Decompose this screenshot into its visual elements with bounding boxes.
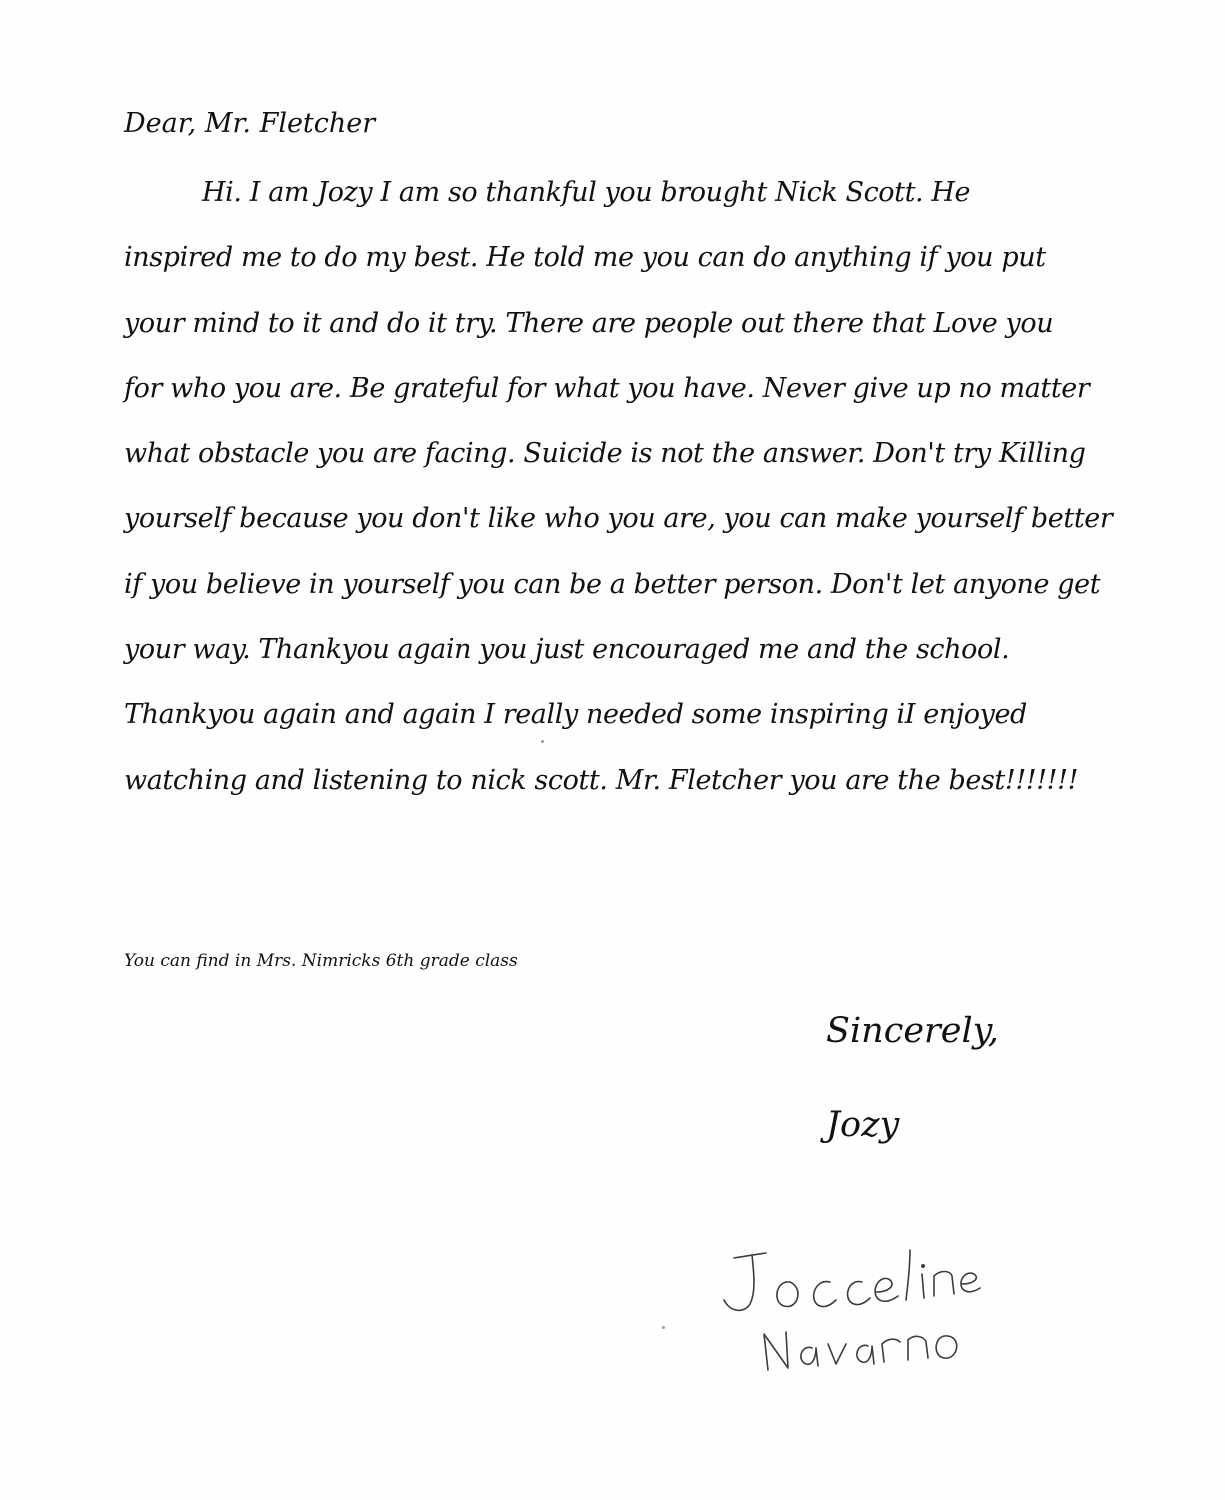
paper-speck — [541, 740, 544, 743]
letter-closing: Sincerely, — [826, 1011, 999, 1051]
body-line: watching and listening to nick scott. Mr. Fletcher you are the best!!!!!!! — [124, 764, 1079, 796]
signer-name: Jozy — [826, 1105, 900, 1145]
letter-greeting: Dear, Mr. Fletcher — [124, 108, 376, 139]
body-line: for who you are. Be grateful for what you have. Never give up no matter — [124, 372, 1090, 404]
body-line: yourself because you don't like who you are, you can make yourself better — [124, 503, 1113, 535]
body-line: what obstacle you are facing. Suicide is not the answer. Don't try Killing — [124, 438, 1086, 470]
class-footnote: You can find in Mrs. Nimricks 6th grade class — [124, 951, 518, 971]
body-line: your mind to it and do it try. There are people out there that Love you — [124, 307, 1054, 339]
handwritten-signature — [712, 1244, 992, 1384]
body-line: Hi. I am Jozy I am so thankful you brought Nick Scott. He — [202, 177, 971, 208]
body-line: your way. Thankyou again you just encouraged me and the school. — [124, 634, 1010, 666]
letter-body — [124, 160, 1144, 813]
body-line: Thankyou again and again I really needed some inspiring iI enjoyed — [124, 699, 1027, 731]
body-line: if you believe in yourself you can be a better person. Don't let anyone get — [124, 568, 1101, 600]
paper-speck — [662, 1326, 665, 1329]
body-line: inspired me to do my best. He told me you can do anything if you put — [124, 242, 1046, 274]
